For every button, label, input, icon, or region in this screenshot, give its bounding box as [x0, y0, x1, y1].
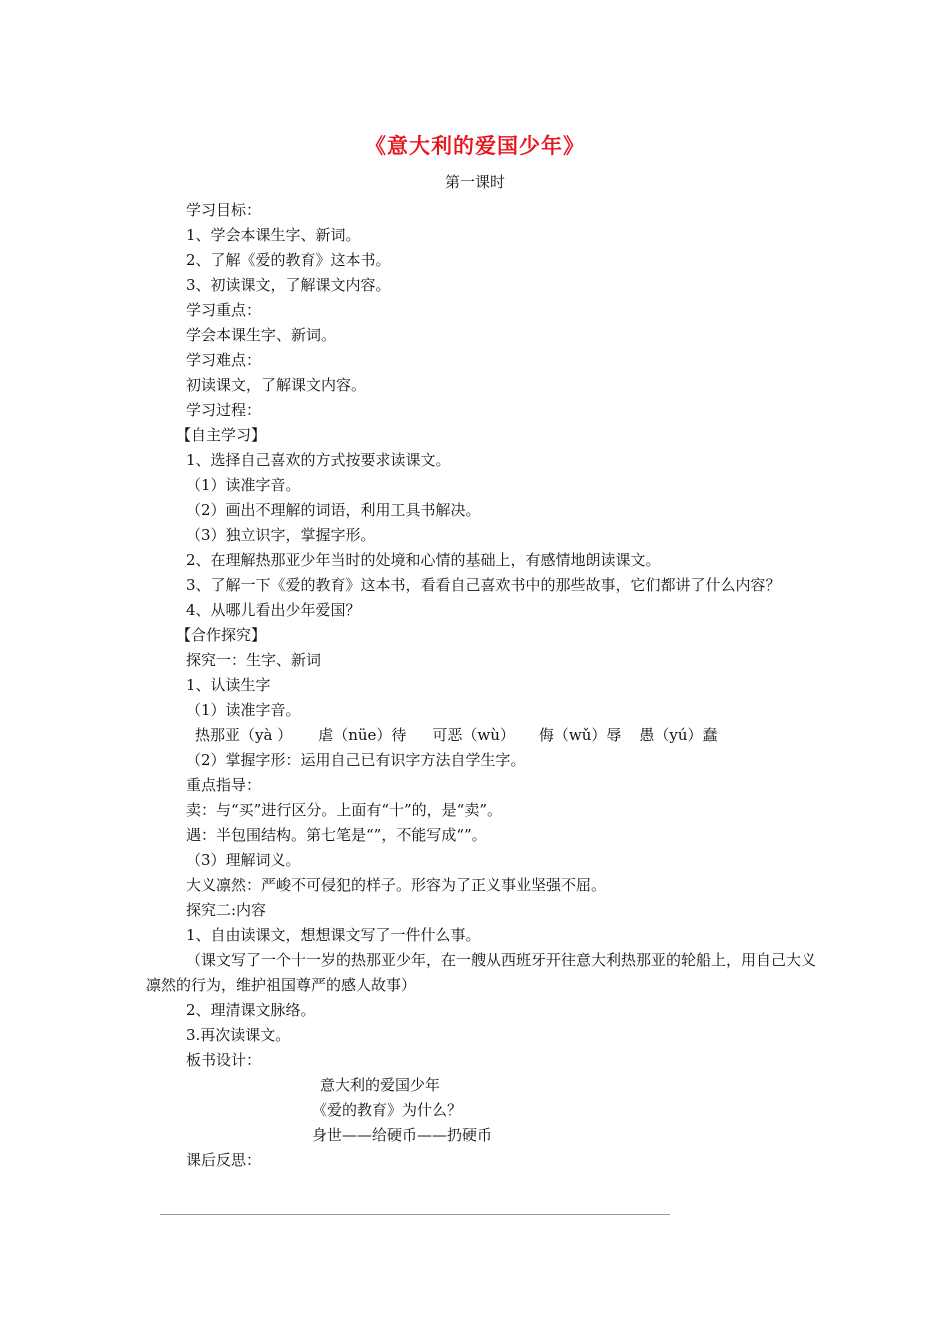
text-line: 2、在理解热那亚少年当时的处境和心情的基础上，有感情地朗读课文。	[186, 551, 661, 569]
bottom-divider	[160, 1214, 670, 1215]
text-line: （3）理解词义。	[186, 851, 301, 869]
lesson-period: 第一课时	[444, 173, 505, 191]
text-line: 遇：半包围结构。第七笔是“”，不能写成“”。	[186, 826, 487, 844]
text-line: 1、认读生字	[186, 676, 271, 694]
text-line: 2、了解《爱的教育》这本书。	[186, 251, 391, 269]
text-paragraph: （课文写了一个十一岁的热那亚少年，在一艘从西班牙开往意大利热那亚的轮船上，用自己大义凛然的行为，维护祖国尊严的感人故事）	[146, 951, 817, 994]
board-design-line: 意大利的爱国少年	[320, 1076, 441, 1094]
text-line: 探究一：生字、新词	[186, 651, 322, 669]
text-line: （3）独立识字，掌握字形。	[186, 526, 376, 544]
text-paragraph: 3、了解一下《爱的教育》这本书，看看自己喜欢书中的那些故事，它们都讲了什么内容？	[186, 576, 781, 594]
section-heading: 学习重点：	[186, 301, 262, 319]
text-line: 探究二:内容	[186, 901, 267, 919]
section-heading: 课后反思：	[186, 1151, 262, 1169]
text-line: 1、自由读课文，想想课文写了一件什么事。	[186, 926, 481, 944]
text-line: 3.再次读课文。	[186, 1026, 291, 1044]
pinyin-word: 愚（yú）蠢	[639, 726, 718, 744]
text-line: （2）掌握字形：运用自己已有识字方法自学生字。	[186, 751, 526, 769]
pinyin-word: 侮（wǔ）辱	[538, 726, 622, 744]
text-line: （1）读准字音。	[186, 701, 301, 719]
pinyin-row	[146, 723, 816, 748]
pinyin-word: 热那亚（yà ）	[195, 726, 293, 744]
pinyin-word: 虐（nüe）待	[318, 726, 407, 744]
text-line: 重点指导：	[186, 776, 262, 794]
document-title: 《意大利的爱国少年》	[365, 133, 585, 158]
text-line: 学会本课生字、新词。	[186, 326, 337, 344]
text-line: 2、理清课文脉络。	[186, 1001, 316, 1019]
section-heading: 【自主学习】	[176, 426, 267, 444]
board-design-line: 《爱的教育》为什么？	[312, 1101, 463, 1119]
text-line: 3、初读课文，了解课文内容。	[186, 276, 391, 294]
text-line: （1）读准字音。	[186, 476, 301, 494]
text-line: （2）画出不理解的词语，利用工具书解决。	[186, 501, 481, 519]
text-line: 大义凛然：严峻不可侵犯的样子。形容为了正义事业坚强不屈。	[186, 876, 607, 894]
text-line: 4、从哪儿看出少年爱国？	[186, 601, 361, 619]
section-heading: 学习过程：	[186, 401, 262, 419]
board-design-line: 身世——给硬币——扔硬币	[312, 1126, 493, 1144]
document-body	[146, 198, 816, 1173]
text-line: 初读课文，了解课文内容。	[186, 376, 367, 394]
section-heading: 板书设计：	[186, 1051, 262, 1069]
section-heading: 学习目标：	[186, 201, 262, 219]
section-heading: 学习难点：	[186, 351, 262, 369]
pinyin-word: 可恶（wù）	[432, 726, 515, 744]
section-heading: 【合作探究】	[176, 626, 267, 644]
text-line: 1、选择自己喜欢的方式按要求读课文。	[186, 451, 451, 469]
text-line: 卖：与“买”进行区分。上面有“十”的，是“卖”。	[186, 801, 503, 819]
text-line: 1、学会本课生字、新词。	[186, 226, 361, 244]
